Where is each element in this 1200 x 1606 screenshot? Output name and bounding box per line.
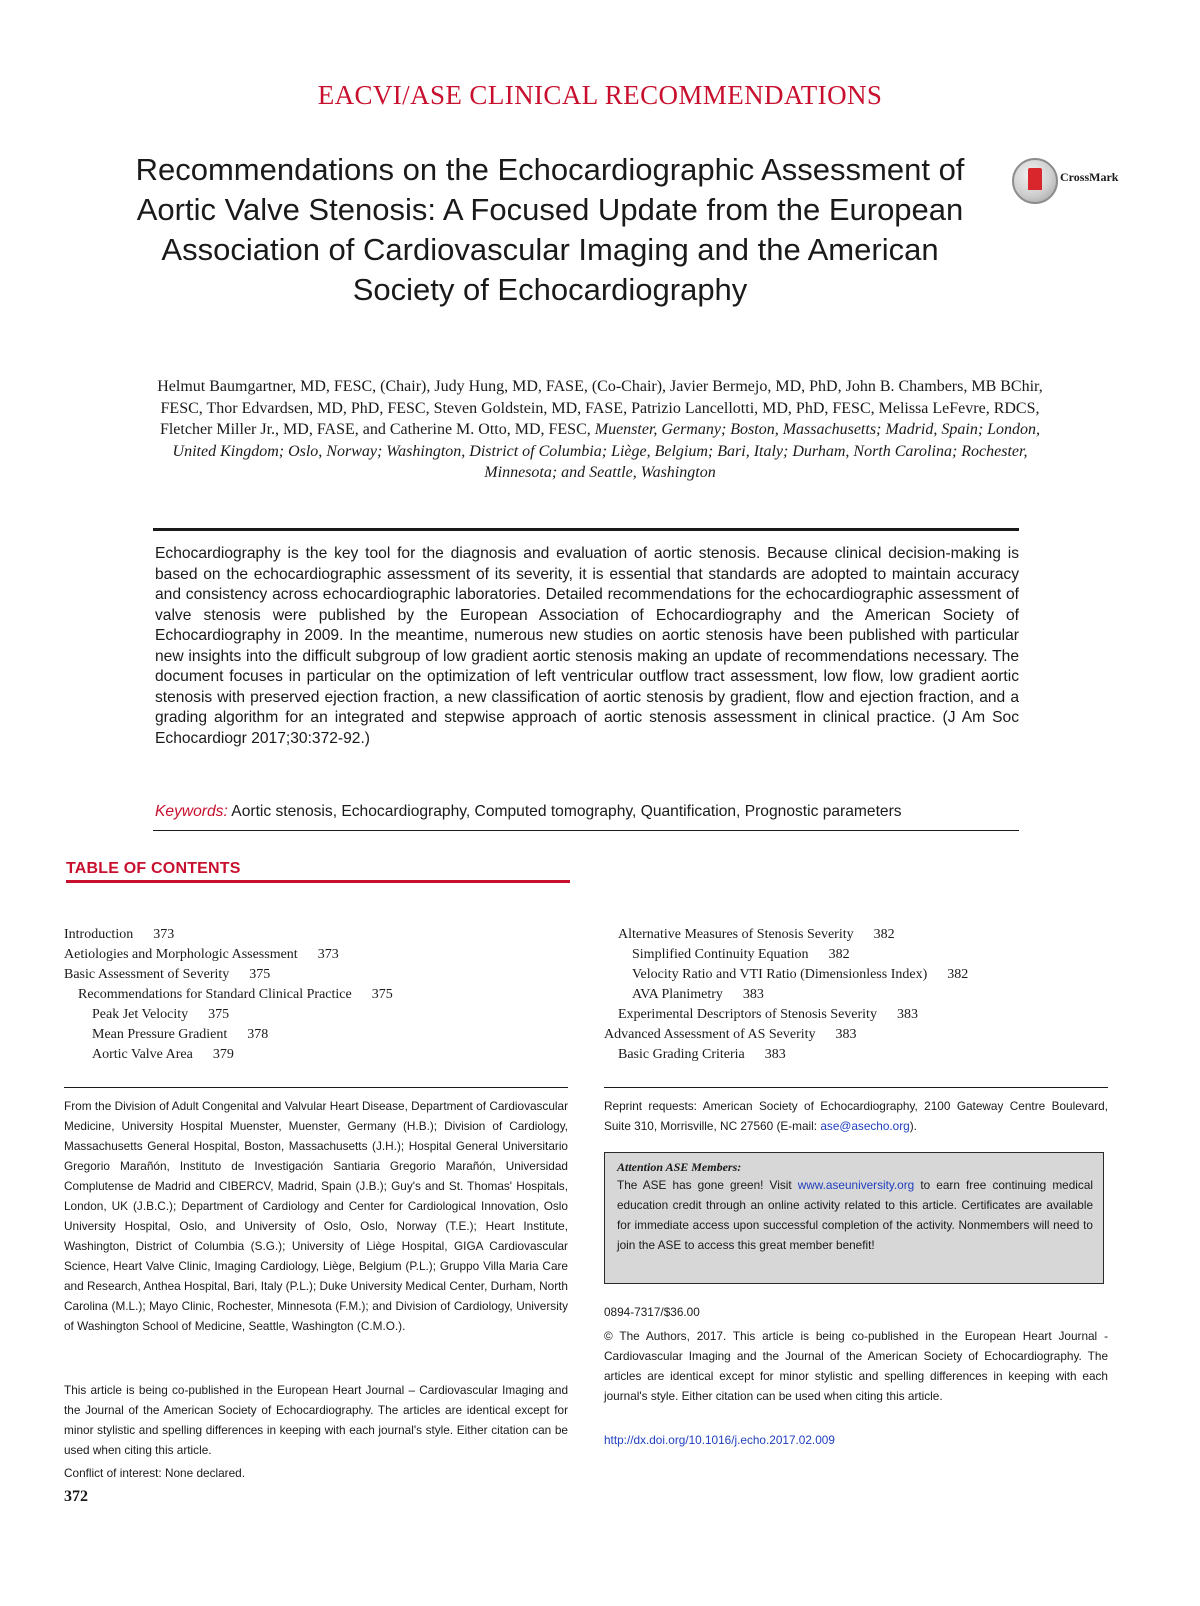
author-names: Helmut Baumgartner, MD, FESC, (Chair), Judy Hung, MD, FASE, (Co-Chair), Javier Bermejo, MD, PhD, John B. Chambers, MB BChir, FESC, Thor Edvardsen, MD, PhD, FESC, Steven Goldstein, MD, FASE, Patrizio Lancellotti, MD, PhD, FESC, Melissa LeFevre, RDCS, Fletcher Miller Jr., MD, FASE, and Catherine M. Otto, MD, FESC,: [157, 378, 1043, 438]
reprint-note: Reprint requests: American Society of Echocardiography, 2100 Gateway Centre Boulevard, Suite 310, Morrisville, NC 27560 (E-mail: ase@asecho.org).: [604, 1099, 1108, 1133]
toc-rule: [66, 880, 570, 883]
crossmark-icon: [1012, 158, 1058, 204]
attention-title: Attention ASE Members:: [617, 1160, 742, 1174]
toc-item[interactable]: Introduction 373: [64, 927, 175, 942]
toc-item[interactable]: Mean Pressure Gradient 378: [92, 1027, 269, 1042]
crossmark-label: CrossMark: [1060, 170, 1119, 184]
copublication-note: This article is being co-published in the European Heart Journal – Cardiovascular Imaging and the Journal of the American Society of Echocardiography. The articles are identical except for minor stylistic and spelling differences in keeping with each journal's style. Either citation can be used when citing this article.: [64, 1383, 568, 1457]
article-title: Recommendations on the Echocardiographic Assessment of Aortic Valve Stenosis: A Focused Update from the European Association of Cardiovascular Imaging and the American Society of Echocardiography: [135, 152, 965, 307]
toc-item[interactable]: Advanced Assessment of AS Severity 383: [604, 1027, 857, 1042]
affiliations-note: From the Division of Adult Congenital and Valvular Heart Disease, Department of Cardiovascular Medicine, University Hospital Muenster, Muenster, Germany (H.B.); Division of Cardiology, Massachusetts General Hospital, Boston, Massachusetts (J.H.); Hospital General Universitario Gregorio Marañón, Instituto de Investigación Santiaria Gregorio Marañón, Universidad Complutense de Madrid and CIBERCV, Madrid, Spain (J.B.); Guy's and St. Thomas' Hospitals, London, UK (J.B.C.); Department of Cardiology and Center for Cardiological Innovation, Oslo University Hospital, Oslo, and University of Oslo, Oslo, Norway (T.E.); Heart Institute, Washington, District of Columbia (S.G.); University of Liège Hospital, GIGA Cardiovascular Science, Heart Valve Clinic, Imaging Cardiology, Liège, Belgium (P.L.); Gruppo Villa Maria Care and Research, Anthea Hospital, Bari, Italy (P.L.); Duke University Medical Center, Durham, North Carolina (M.L.); Mayo Clinic, Rochester, Minnesota (F.M.); and Division of Cardiology, University of Washington School of Medicine, Seattle, Washington (C.M.O.).: [64, 1099, 568, 1333]
toc-item[interactable]: Simplified Continuity Equation 382: [632, 947, 850, 962]
author-locations: Muenster, Germany; Boston, Massachusetts; Madrid, Spain; London, United Kingdom; Oslo, Norway; Washington, District of Columbia; Liège, Belgium; Bari, Italy; Durham, North Carolina; Rochester, Minnesota; and Seattle, Washington: [172, 421, 1041, 481]
page-number: 372: [64, 1488, 88, 1505]
ase-members-box: [604, 1152, 1104, 1284]
section-label: EACVI/ASE CLINICAL RECOMMENDATIONS: [317, 80, 883, 110]
toc-item[interactable]: Aetiologies and Morphologic Assessment 373: [64, 947, 339, 962]
toc-title: TABLE OF CONTENTS: [66, 860, 241, 877]
attention-body: The ASE has gone green! Visit www.aseuniversity.org to earn free continuing medical education credit through an online activity related to this article. Certificates are available for immediate access upon successful completion of the activity. Nonmembers will need to join the ASE to access this great member benefit!: [617, 1178, 1094, 1252]
issn: 0894-7317/$36.00: [604, 1305, 700, 1319]
conflict-note: Conflict of interest: None declared.: [64, 1466, 245, 1480]
toc-item[interactable]: Alternative Measures of Stenosis Severity 382: [618, 927, 895, 942]
abstract-top-rule: [153, 528, 1019, 531]
toc-left-column: [64, 925, 584, 1065]
toc-item[interactable]: Peak Jet Velocity 375: [92, 1007, 230, 1022]
toc-item[interactable]: Recommendations for Standard Clinical Practice 375: [78, 987, 393, 1002]
aseuniversity-link[interactable]: www.aseuniversity.org: [797, 1178, 915, 1192]
toc-item[interactable]: AVA Planimetry 383: [632, 987, 764, 1002]
copyright-note: © The Authors, 2017. This article is being co-published in the European Heart Journal - Cardiovascular Imaging and the Journal of the American Society of Echocardiography. The articles are identical except for minor stylistic and spelling differences in keeping with each journal's style. Either citation can be used when citing this article.: [604, 1329, 1108, 1403]
toc-item[interactable]: Velocity Ratio and VTI Ratio (Dimensionless Index) 382: [632, 967, 969, 982]
toc-right-column: [604, 925, 1104, 1065]
doi-link[interactable]: http://dx.doi.org/10.1016/j.echo.2017.02.009: [604, 1433, 835, 1447]
keywords-list: Aortic stenosis, Echocardiography, Computed tomography, Quantification, Prognostic parameters: [231, 803, 902, 820]
abstract: Echocardiography is the key tool for the diagnosis and evaluation of aortic stenosis. Because clinical decision-making is based on the echocardiographic assessment of its severity, it is essential that standards are adopted to maintain accuracy and consistency across echocardiographic laboratories. Detailed recommendations for the echocardiographic assessment of valve stenosis were published by the European Association of Echocardiography and the American Society of Echocardiography in 2009. In the meantime, numerous new studies on aortic stenosis have been published with particular new insights into the difficult subgroup of low gradient aortic stenosis making an update of recommendations necessary. The document focuses in particular on the optimization of left ventricular outflow tract assessment, low flow, low gradient aortic stenosis with preserved ejection fraction, a new classification of aortic stenosis by gradient, flow and ejection fraction, and a grading algorithm for an integrated and stepwise approach of aortic stenosis assessment in clinical practice. (J Am Soc Echocardiogr 2017;30:372-92.): [155, 545, 1019, 747]
toc-item[interactable]: Experimental Descriptors of Stenosis Severity 383: [618, 1007, 918, 1022]
author-block: [150, 376, 1050, 484]
toc-item[interactable]: Basic Assessment of Severity 375: [64, 967, 271, 982]
crossmark-badge[interactable]: [1012, 158, 1122, 204]
toc-item[interactable]: Basic Grading Criteria 383: [618, 1047, 786, 1062]
keywords-label: Keywords:: [155, 803, 228, 820]
footnote-rule-left: [64, 1087, 568, 1088]
reprint-email-link[interactable]: ase@asecho.org: [820, 1119, 910, 1133]
abstract-bottom-rule: [153, 830, 1019, 831]
keywords: [155, 802, 1019, 822]
footnote-rule-right: [604, 1087, 1108, 1088]
toc-item[interactable]: Aortic Valve Area 379: [92, 1047, 234, 1062]
